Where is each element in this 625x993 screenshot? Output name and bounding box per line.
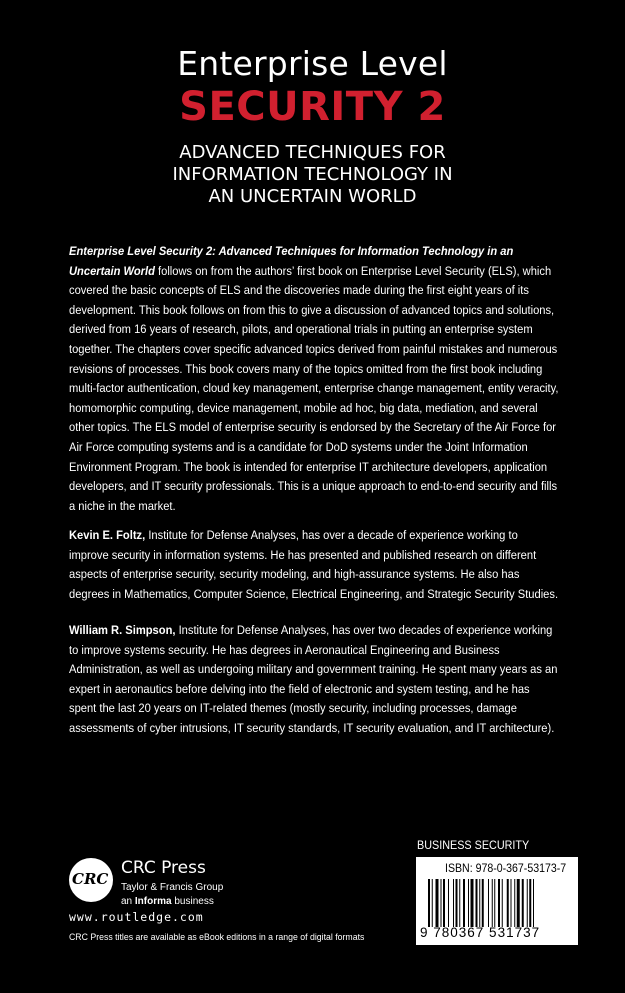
author-bio-simpson	[69, 621, 559, 739]
informa-line	[121, 896, 214, 907]
informa-prefix: an	[121, 896, 135, 907]
informa-suffix: business	[171, 896, 214, 907]
cover-title-line1: Enterprise Level	[177, 44, 448, 83]
barcode-bars	[428, 879, 568, 927]
barcode-digits: 9 780367 531737	[420, 925, 541, 940]
author-bio-text: Institute for Defense Analyses, has over two decades of experience working to improve systems security. He has degrees in Aeronautical Engineering and Business Administration, as well as undergoing military and government training. He spent many years as an expert in aeronautics before delving into the field of electronic and system testing, and he has spent the last 20 years on IT-related themes (mostly security, including processes, damage assessments of cyber intrusions, IT security standards, IT security evaluation, and IT architecture).	[69, 623, 558, 735]
subtitle-line: INFORMATION TECHNOLOGY IN	[172, 164, 453, 185]
subtitle-line: AN UNCERTAIN WORLD	[208, 186, 417, 207]
subtitle-line: ADVANCED TECHNIQUES FOR	[179, 142, 446, 163]
cover-title-line2: SECURITY 2	[179, 84, 446, 130]
author-name: William R. Simpson,	[69, 623, 176, 637]
author-name: Kevin E. Foltz,	[69, 528, 146, 542]
description-text: follows on from the authors’ first book on Enterprise Level Security (ELS), which covered the basic concepts of ELS and the discoveries made during the first eight years of its development. This book follows on from this to give a discussion of advanced topics and solutions, derived from 16 years of research, pilots, and operational trials in putting an enterprise system together. The chapters cover specific advanced topics derived from painful mistakes and numerous revisions of processes. This book covers many of the topics omitted from the first book including multi-factor authentication, cloud key management, enterprise change management, entity veracity, homomorphic computing, device management, mobile ad hoc, big data, mediation, and several other topics. The ELS model of enterprise security is endorsed by the Secretary of the Air Force for Air Force computing systems and is a candidate for DoD systems under the Joint Information Environment Program. The book is intended for enterprise IT architecture developers, application developers, and IT security professionals. This is a unique approach to end-to-end security and fills a niche in the market.	[69, 263, 559, 513]
crc-logo-text: CRC	[72, 870, 109, 888]
ebook-note: CRC Press titles are available as eBook editions in a range of digital formats	[69, 932, 365, 943]
publisher-name: CRC Press	[121, 858, 206, 878]
book-description	[69, 242, 559, 516]
publisher-url: www.routledge.com	[69, 910, 204, 924]
category-label: BUSINESS SECURITY	[417, 838, 530, 852]
informa-name: Informa	[134, 896, 172, 907]
author-bio-text: Institute for Defense Analyses, has over a decade of experience working to improve security in information systems. He has presented and published research on different aspects of enterprise security, security modeling, and high-assurance systems. He also has degrees in Mathematics, Computer Science, Electrical Engineering, and Strategic Security Studies.	[69, 528, 559, 601]
barcode-box	[416, 857, 578, 945]
description-book-title: Enterprise Level Security 2: Advanced Techniques for Information Technology in an Uncertain World	[69, 244, 514, 278]
cover-subtitle	[0, 142, 625, 208]
author-bio-foltz	[69, 526, 559, 604]
publisher-group: Taylor & Francis Group	[121, 882, 224, 893]
crc-logo	[69, 858, 113, 902]
isbn-label: ISBN: 978-0-367-53173-7	[445, 863, 567, 875]
